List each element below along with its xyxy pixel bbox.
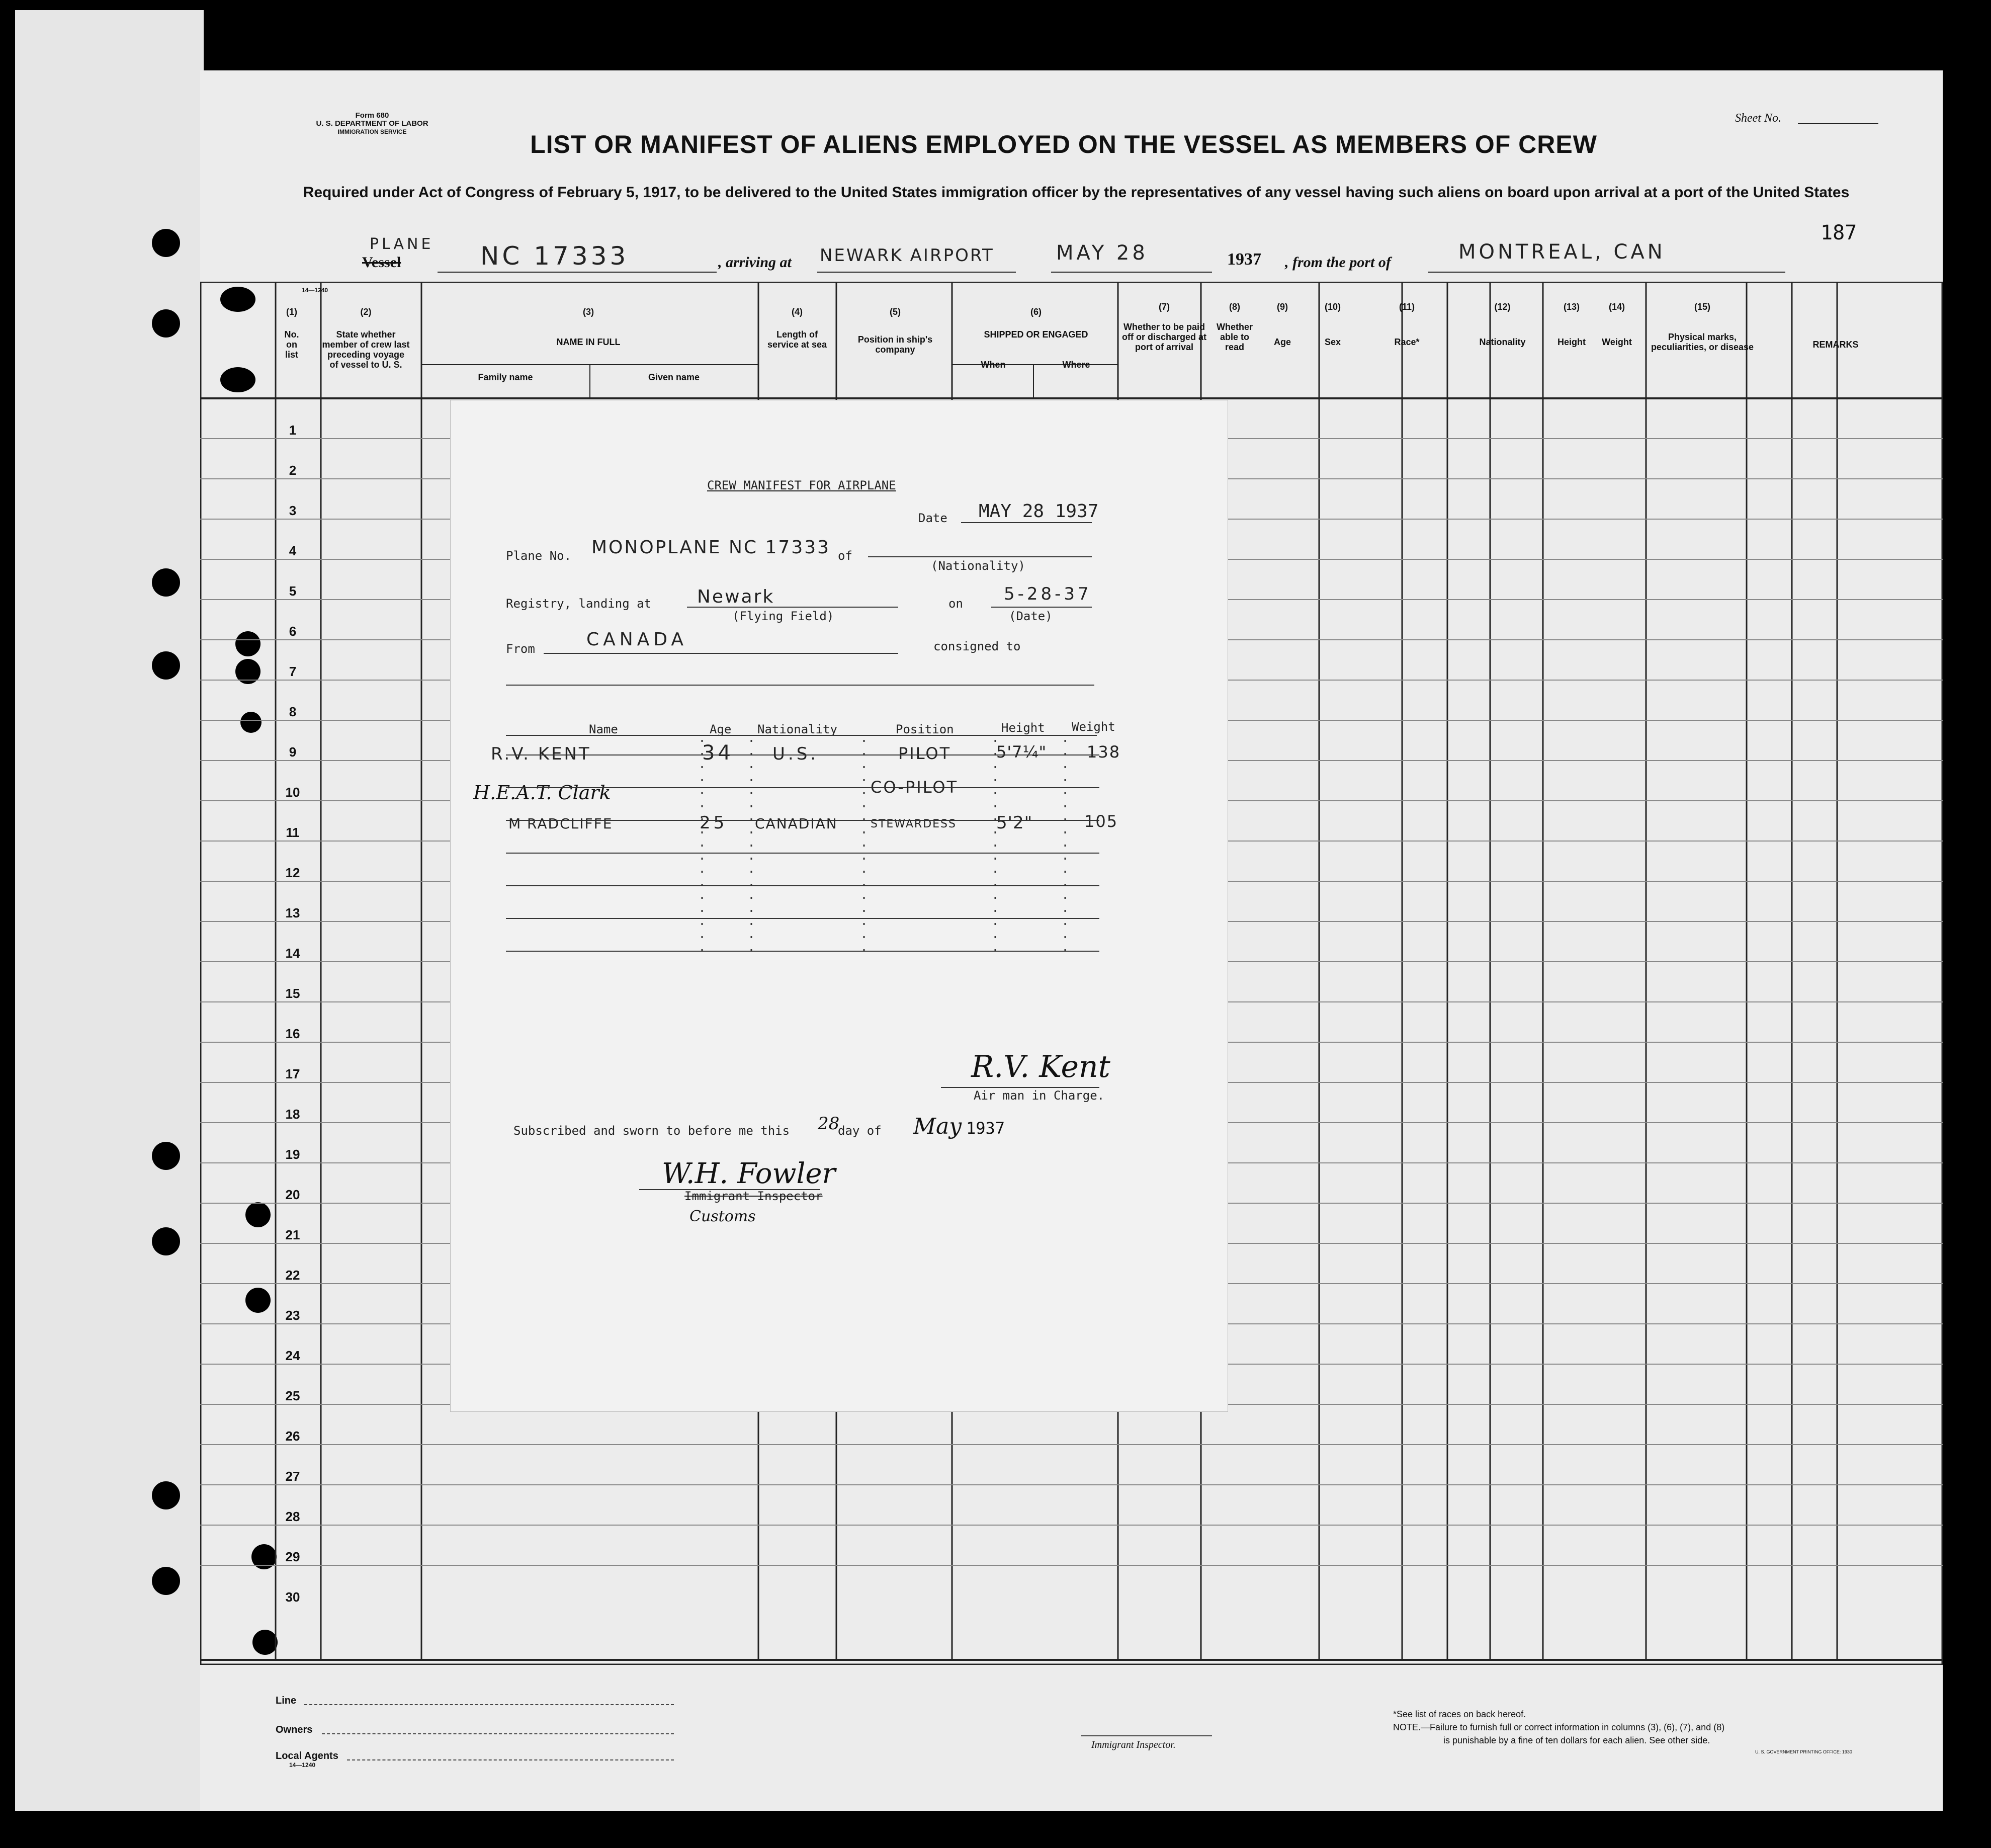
inspector-label-text: Immigrant Inspector <box>684 1189 823 1203</box>
row-number: 30 <box>285 1589 300 1605</box>
arriving-line <box>817 272 1016 273</box>
service-name: IMMIGRATION SERVICE <box>337 128 407 135</box>
from-port-label: , from the port of <box>1285 254 1391 271</box>
col-head-2: (2) State whether member of crew last preceding voyage of vessel to U. S. <box>322 307 410 370</box>
form-code: 14—1240 <box>302 287 328 294</box>
inset-date-value: MAY 28 1937 <box>979 501 1099 522</box>
arrival-year: 1937 <box>1227 250 1261 269</box>
crew-head-height: Height <box>1001 721 1045 735</box>
inset-date-caption: (Date) <box>1009 609 1053 623</box>
row-number: 29 <box>285 1549 300 1564</box>
inset-registry-label: Registry, landing at <box>506 597 651 611</box>
inset-title: CREW MANIFEST FOR AIRPLANE <box>707 478 896 492</box>
vessel-label: Vessel <box>362 254 401 271</box>
arrival-date: MAY 28 <box>1056 241 1148 265</box>
inset-from-value: CANADA <box>586 629 688 650</box>
col-head-9: (9) Age <box>1273 302 1291 347</box>
crew-row-2-name: H.E.A.T. Clark <box>473 782 611 804</box>
crew-head-weight: Weight <box>1072 720 1115 734</box>
pilot-signature: R.V. Kent <box>971 1049 1110 1084</box>
row-number: 3 <box>289 503 297 518</box>
airplane-crew-manifest <box>450 400 1228 1412</box>
row-number: 13 <box>285 905 300 920</box>
pilot-signature-line <box>941 1087 1099 1088</box>
col-head-14: (14) Weight <box>1602 302 1632 347</box>
crew-head-name: Name <box>589 722 618 736</box>
footer-note-failure: NOTE.—Failure to furnish full or correct information in columns (3), (6), (7), and (8) <box>1393 1722 1725 1732</box>
footer-line-rule <box>304 1704 674 1705</box>
col-head-6: (6) SHIPPED OR ENGAGED <box>984 307 1088 340</box>
col-head-where: Where <box>1062 360 1090 370</box>
row-number: 2 <box>289 463 297 478</box>
row-number: 16 <box>285 1026 300 1041</box>
vessel-line <box>438 272 717 273</box>
col-head-12: (12) Nationality <box>1479 302 1526 347</box>
col-head-3: (3) NAME IN FULL <box>556 307 621 347</box>
inset-plane-value: MONOPLANE NC 17333 <box>591 537 831 558</box>
footer-agents-code: 14—1240 <box>289 1761 316 1769</box>
left-margin-strip <box>15 10 204 1811</box>
crew-row-1-weight: 138 <box>1087 742 1121 762</box>
form-number: Form 680 <box>355 111 389 120</box>
punch-hole <box>152 309 180 338</box>
row-number: 8 <box>289 704 297 719</box>
crew-row-3-weight: 105 <box>1084 812 1118 831</box>
row-number: 1 <box>289 423 297 438</box>
footer-agents-label: Local Agents <box>276 1750 338 1761</box>
crew-head-position: Position <box>896 722 954 736</box>
customs-label: Customs <box>689 1208 756 1225</box>
department-name: U. S. DEPARTMENT OF LABOR <box>316 119 428 128</box>
day-of-label: day of <box>838 1124 882 1138</box>
footer-inspector-label: Immigrant Inspector. <box>1091 1739 1176 1750</box>
col-head-5: (5) Position in ship's company <box>857 307 933 355</box>
crew-row-3-position: STEWARDESS <box>871 818 957 830</box>
inset-of-label: of <box>838 549 852 563</box>
row-number: 22 <box>285 1268 300 1283</box>
col-head-13: (13) Height <box>1557 302 1586 347</box>
footer-owners-rule <box>322 1733 674 1734</box>
from-port-value: MONTREAL, CAN <box>1458 240 1666 264</box>
crew-row-2-position: CO-PILOT <box>871 778 959 797</box>
row-number: 27 <box>285 1469 300 1484</box>
row-number: 15 <box>285 986 300 1001</box>
crew-row-1-name: R.V. KENT <box>491 744 591 764</box>
punch-hole <box>152 1481 180 1509</box>
row-number: 20 <box>285 1187 300 1202</box>
footer-inspector-rule <box>1081 1735 1212 1736</box>
arriving-label: , arriving at <box>718 254 792 271</box>
crew-row-3-name: M RADCLIFFE <box>508 815 613 832</box>
col-head-given-name: Given name <box>648 372 700 382</box>
inset-registry-value: Newark <box>697 586 775 607</box>
crew-row-1-age: 34 <box>702 741 734 765</box>
inset-on-label: on <box>948 597 963 611</box>
crew-head-nationality: Nationality <box>757 722 837 736</box>
punch-hole <box>152 651 180 680</box>
footer-line-label: Line <box>276 1695 297 1706</box>
col-head-4: (4) Length of service at sea <box>767 307 827 350</box>
col-head-remarks: REMARKS <box>1812 340 1859 350</box>
row-number: 23 <box>285 1308 300 1323</box>
crew-row-3-age: 25 <box>700 813 728 833</box>
crew-row-1-height: 5'7¼" <box>996 742 1047 762</box>
footer-note-races: *See list of races on back hereof. <box>1393 1709 1526 1719</box>
row-number: 18 <box>285 1107 300 1122</box>
row-number: 17 <box>285 1066 300 1081</box>
sheet-number-line <box>1798 123 1878 124</box>
inset-from-label: From <box>506 642 535 656</box>
vessel-correction: PLANE <box>370 235 434 253</box>
inspector-signature: W.H. Fowler <box>662 1157 836 1190</box>
crew-table-lines <box>451 400 1228 954</box>
col-head-15: (15) Physical marks, peculiarities, or disease <box>1651 302 1754 352</box>
inspector-label <box>684 1189 823 1203</box>
sworn-month: May <box>913 1114 962 1139</box>
sheet-number-label: Sheet No. <box>1735 112 1781 125</box>
inset-flying-field-caption: (Flying Field) <box>732 609 834 623</box>
inset-nationality-caption: (Nationality) <box>931 559 1025 573</box>
row-number: 11 <box>286 825 300 840</box>
page-title: LIST OR MANIFEST OF ALIENS EMPLOYED ON THE VESSEL AS MEMBERS OF CREW <box>530 130 1597 158</box>
row-number: 9 <box>289 744 297 760</box>
footer-agents-rule <box>347 1759 674 1760</box>
row-number: 10 <box>285 785 300 800</box>
air-man-label: Air man in Charge. <box>974 1088 1105 1103</box>
col-head-11: (11) Race* <box>1394 302 1420 347</box>
punch-hole <box>152 1567 180 1595</box>
row-number: 5 <box>289 583 297 599</box>
col-head-8: (8) Whether able to read <box>1217 302 1253 352</box>
row-number: 6 <box>289 624 297 639</box>
sworn-year: 1937 <box>966 1119 1005 1138</box>
crew-head-age: Age <box>710 722 732 736</box>
punch-hole <box>152 229 180 257</box>
inset-consigned-label: consigned to <box>933 639 1021 653</box>
row-number: 12 <box>285 865 300 880</box>
punch-hole <box>152 568 180 597</box>
col-head-10: (10) Sex <box>1324 302 1341 347</box>
crew-row-1-position: PILOT <box>898 744 951 763</box>
row-number: 7 <box>289 664 297 679</box>
col-head-family-name: Family name <box>478 372 533 382</box>
footer-note-fine: is punishable by a fine of ten dollars for each alien. See other side. <box>1443 1735 1710 1745</box>
inset-date-label: Date <box>918 511 947 525</box>
row-number: 28 <box>285 1509 300 1524</box>
crew-row-1-nationality: U.S. <box>772 744 819 764</box>
row-number: 24 <box>285 1348 300 1363</box>
row-number: 21 <box>285 1227 300 1242</box>
crew-row-3-nationality: CANADIAN <box>755 815 838 832</box>
row-number: 26 <box>285 1429 300 1444</box>
row-number: 14 <box>285 946 300 961</box>
vessel-value: NC 17333 <box>480 241 629 271</box>
col-head-when: When <box>981 360 1006 370</box>
row-number: 25 <box>285 1388 300 1403</box>
footer-owners-label: Owners <box>276 1724 313 1735</box>
col-head-7: (7) Whether to be paid off or discharged at port of arrival <box>1121 302 1207 352</box>
page-subtitle: Required under Act of Congress of February 5, 1917, to be delivered to the United States immigration officer by the representatives of any vessel having such aliens on board upon arrival at a port of the United States <box>303 184 1850 201</box>
date-line <box>1051 272 1212 273</box>
row-number: 19 <box>285 1147 300 1162</box>
row-number: 4 <box>289 543 297 558</box>
stamp-number: 187 <box>1821 221 1857 244</box>
arriving-value: NEWARK AIRPORT <box>820 245 994 266</box>
col-head-1: (1) No. on list <box>284 307 299 360</box>
sworn-text: Subscribed and sworn to before me this <box>513 1124 790 1138</box>
crew-row-3-height: 5'2" <box>996 813 1033 833</box>
sworn-day: 28 <box>818 1114 840 1134</box>
from-port-line <box>1428 272 1785 273</box>
inset-on-value: 5-28-37 <box>1004 584 1092 604</box>
footer-printer: U. S. GOVERNMENT PRINTING OFFICE: 1930 <box>1755 1749 1852 1754</box>
punch-hole <box>152 1227 180 1255</box>
inset-plane-label: Plane No. <box>506 549 572 563</box>
punch-hole <box>152 1142 180 1170</box>
